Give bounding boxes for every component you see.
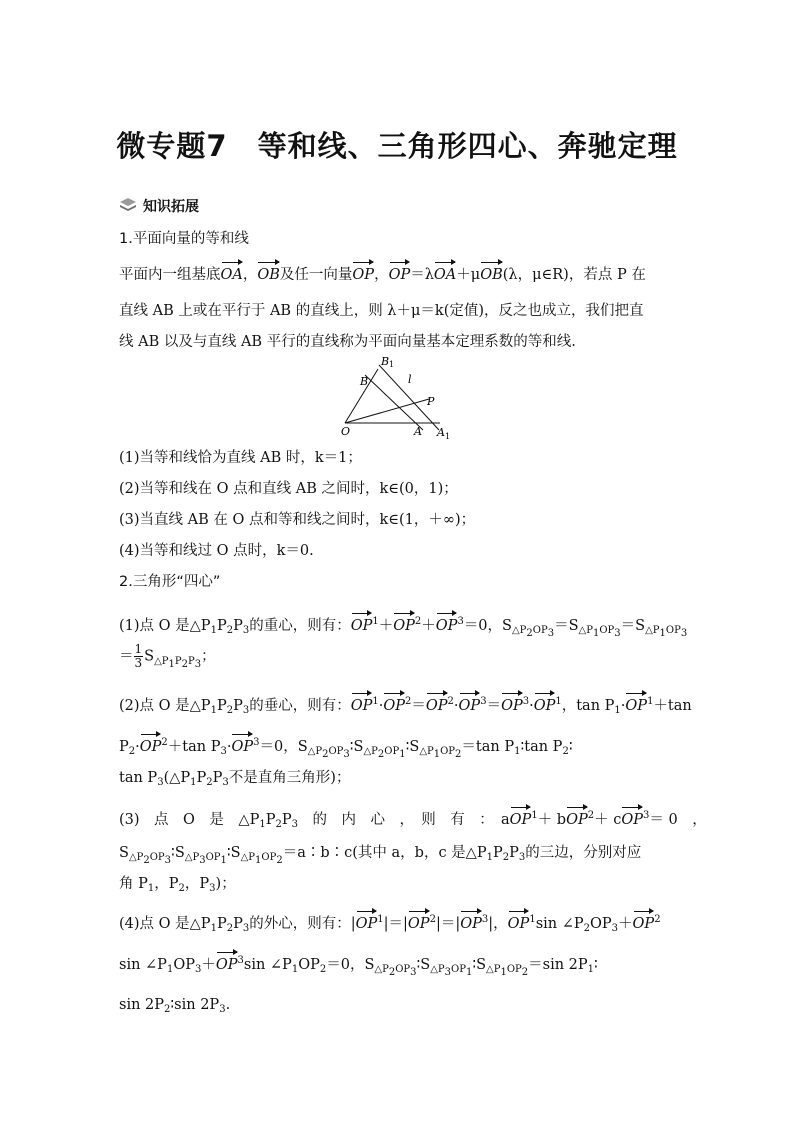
orthocenter-line3: $\tan P_3(\triangle P_1P_2P_3$不是直角三角形)； — [119, 770, 351, 788]
section-heading: 知识拓展 — [143, 199, 199, 215]
circumcenter-line1: (4)点 O 是$\triangle P_1P_2P_3$的外心，则有：$|OP^1|=|OP^2|=|OP^3|$，$OP^1\sin$ $\angle P_2OP_3+OP^2$ — [119, 914, 661, 934]
equal-sum-line-figure — [335, 353, 465, 443]
case-2: (2)当等和线在 O 点和直线 AB 之间时，k∈(0，1)； — [119, 481, 458, 497]
label-a1-sub: 1 — [445, 432, 451, 441]
circumcenter-line3: $\sin 2P_2∶\sin$ $2P_3$. — [119, 997, 231, 1015]
label-b: B — [360, 375, 369, 388]
case-4: (4)当等和线过 O 点时，k＝0. — [119, 543, 314, 559]
centroid-line2: ＝ $\frac{1}{3}$ $S_{\triangle P_1P_2P_3}$； — [119, 642, 216, 670]
orthocenter-line2: $P_2\cdot OP^2+\tan$ $P_3\cdot OP^3=0$，$S_{\triangle P_2OP_3}∶S_{\triangle P_2OP_1}∶S_{\triangle P_1OP_2}=\tan$ $P_1∶\tan$ $P_2∶$ — [119, 737, 573, 760]
case-1: (1)当等和线恰为直线 AB 时，k＝1； — [119, 450, 362, 466]
label-b1-sub: 1 — [389, 360, 395, 369]
centroid-line1: (1)点 O 是$\triangle P_1P_2P_3$的重心，则有：$OP^1+OP^2+OP^3=0$，$S_{\triangle P_2OP_3}=S_{\triangle P_1OP_3}=S_{\triangle P_1OP_3}$ — [119, 616, 688, 639]
circumcenter-line2: $\sin \angle P_1OP_3+OP^3\sin$ $\angle P_1OP_2=0$，$S_{\triangle P_2OP_3}∶S_{\triangle P_3OP_1}∶S_{\triangle P_1OP_2}=\sin$ $2P_1∶$ — [119, 955, 598, 978]
label-a: A — [414, 425, 422, 438]
incenter-line1: (3) 点 O 是 $\triangle P_1P_2P_3$ 的 内 心 ， 则 有 ： aOP$^1$＋ bOP$^2$＋ cOP$^3$＝ 0 ， — [119, 810, 707, 830]
label-p: P — [427, 395, 435, 408]
part1-intro-line1: 平面内一组基底OA，OB及任一向量OP，OP＝λOA＋μOB(λ，μ∈R)，若点 P 在 — [119, 267, 646, 283]
part1-intro-line2: 直线 AB 上或在平行于 AB 的直线上，则 λ＋μ＝k(定值)，反之也成立，我们把直 — [119, 303, 644, 319]
label-a1: A — [437, 426, 445, 439]
part1-intro-line3: 线 AB 以及与直线 AB 平行的直线称为平面向量基本定理系数的等和线. — [119, 334, 576, 350]
label-l: l — [408, 373, 412, 386]
case-3: (3)当直线 AB 在 O 点和等和线之间时，k∈(1，＋∞)； — [119, 512, 476, 528]
layers-icon — [119, 197, 137, 213]
part1-heading: 1.平面向量的等和线 — [119, 231, 249, 247]
label-o: O — [341, 425, 351, 438]
page-title: 微专题7 等和线、三角形四心、奔驰定理 — [116, 129, 678, 163]
incenter-line2: $S_{\triangle P_2OP_3}∶S_{\triangle P_3OP_1}∶S_{\triangle P_1OP_2}=a∶b∶c$(其中 a，b，c 是$\triangle P_1P_2P_3$的三边，分别对应 — [119, 845, 642, 866]
orthocenter-line1: (2)点 O 是$\triangle P_1P_2P_3$的垂心，则有：$OP^1\cdot OP^2=OP^2\cdot OP^3=OP^3\cdot OP^1$，$\tan P_1\cdot OP^1+\tan$ — [119, 696, 692, 716]
one-third-fraction: $\frac{1}{3}$ — [134, 642, 143, 670]
incenter-line3: 角 $P_1$，$P_2$，$P_3$)； — [119, 876, 236, 894]
label-b1: B — [381, 355, 390, 368]
part2-heading: 2.三角形“四心” — [119, 574, 221, 590]
line-ab — [365, 375, 423, 430]
